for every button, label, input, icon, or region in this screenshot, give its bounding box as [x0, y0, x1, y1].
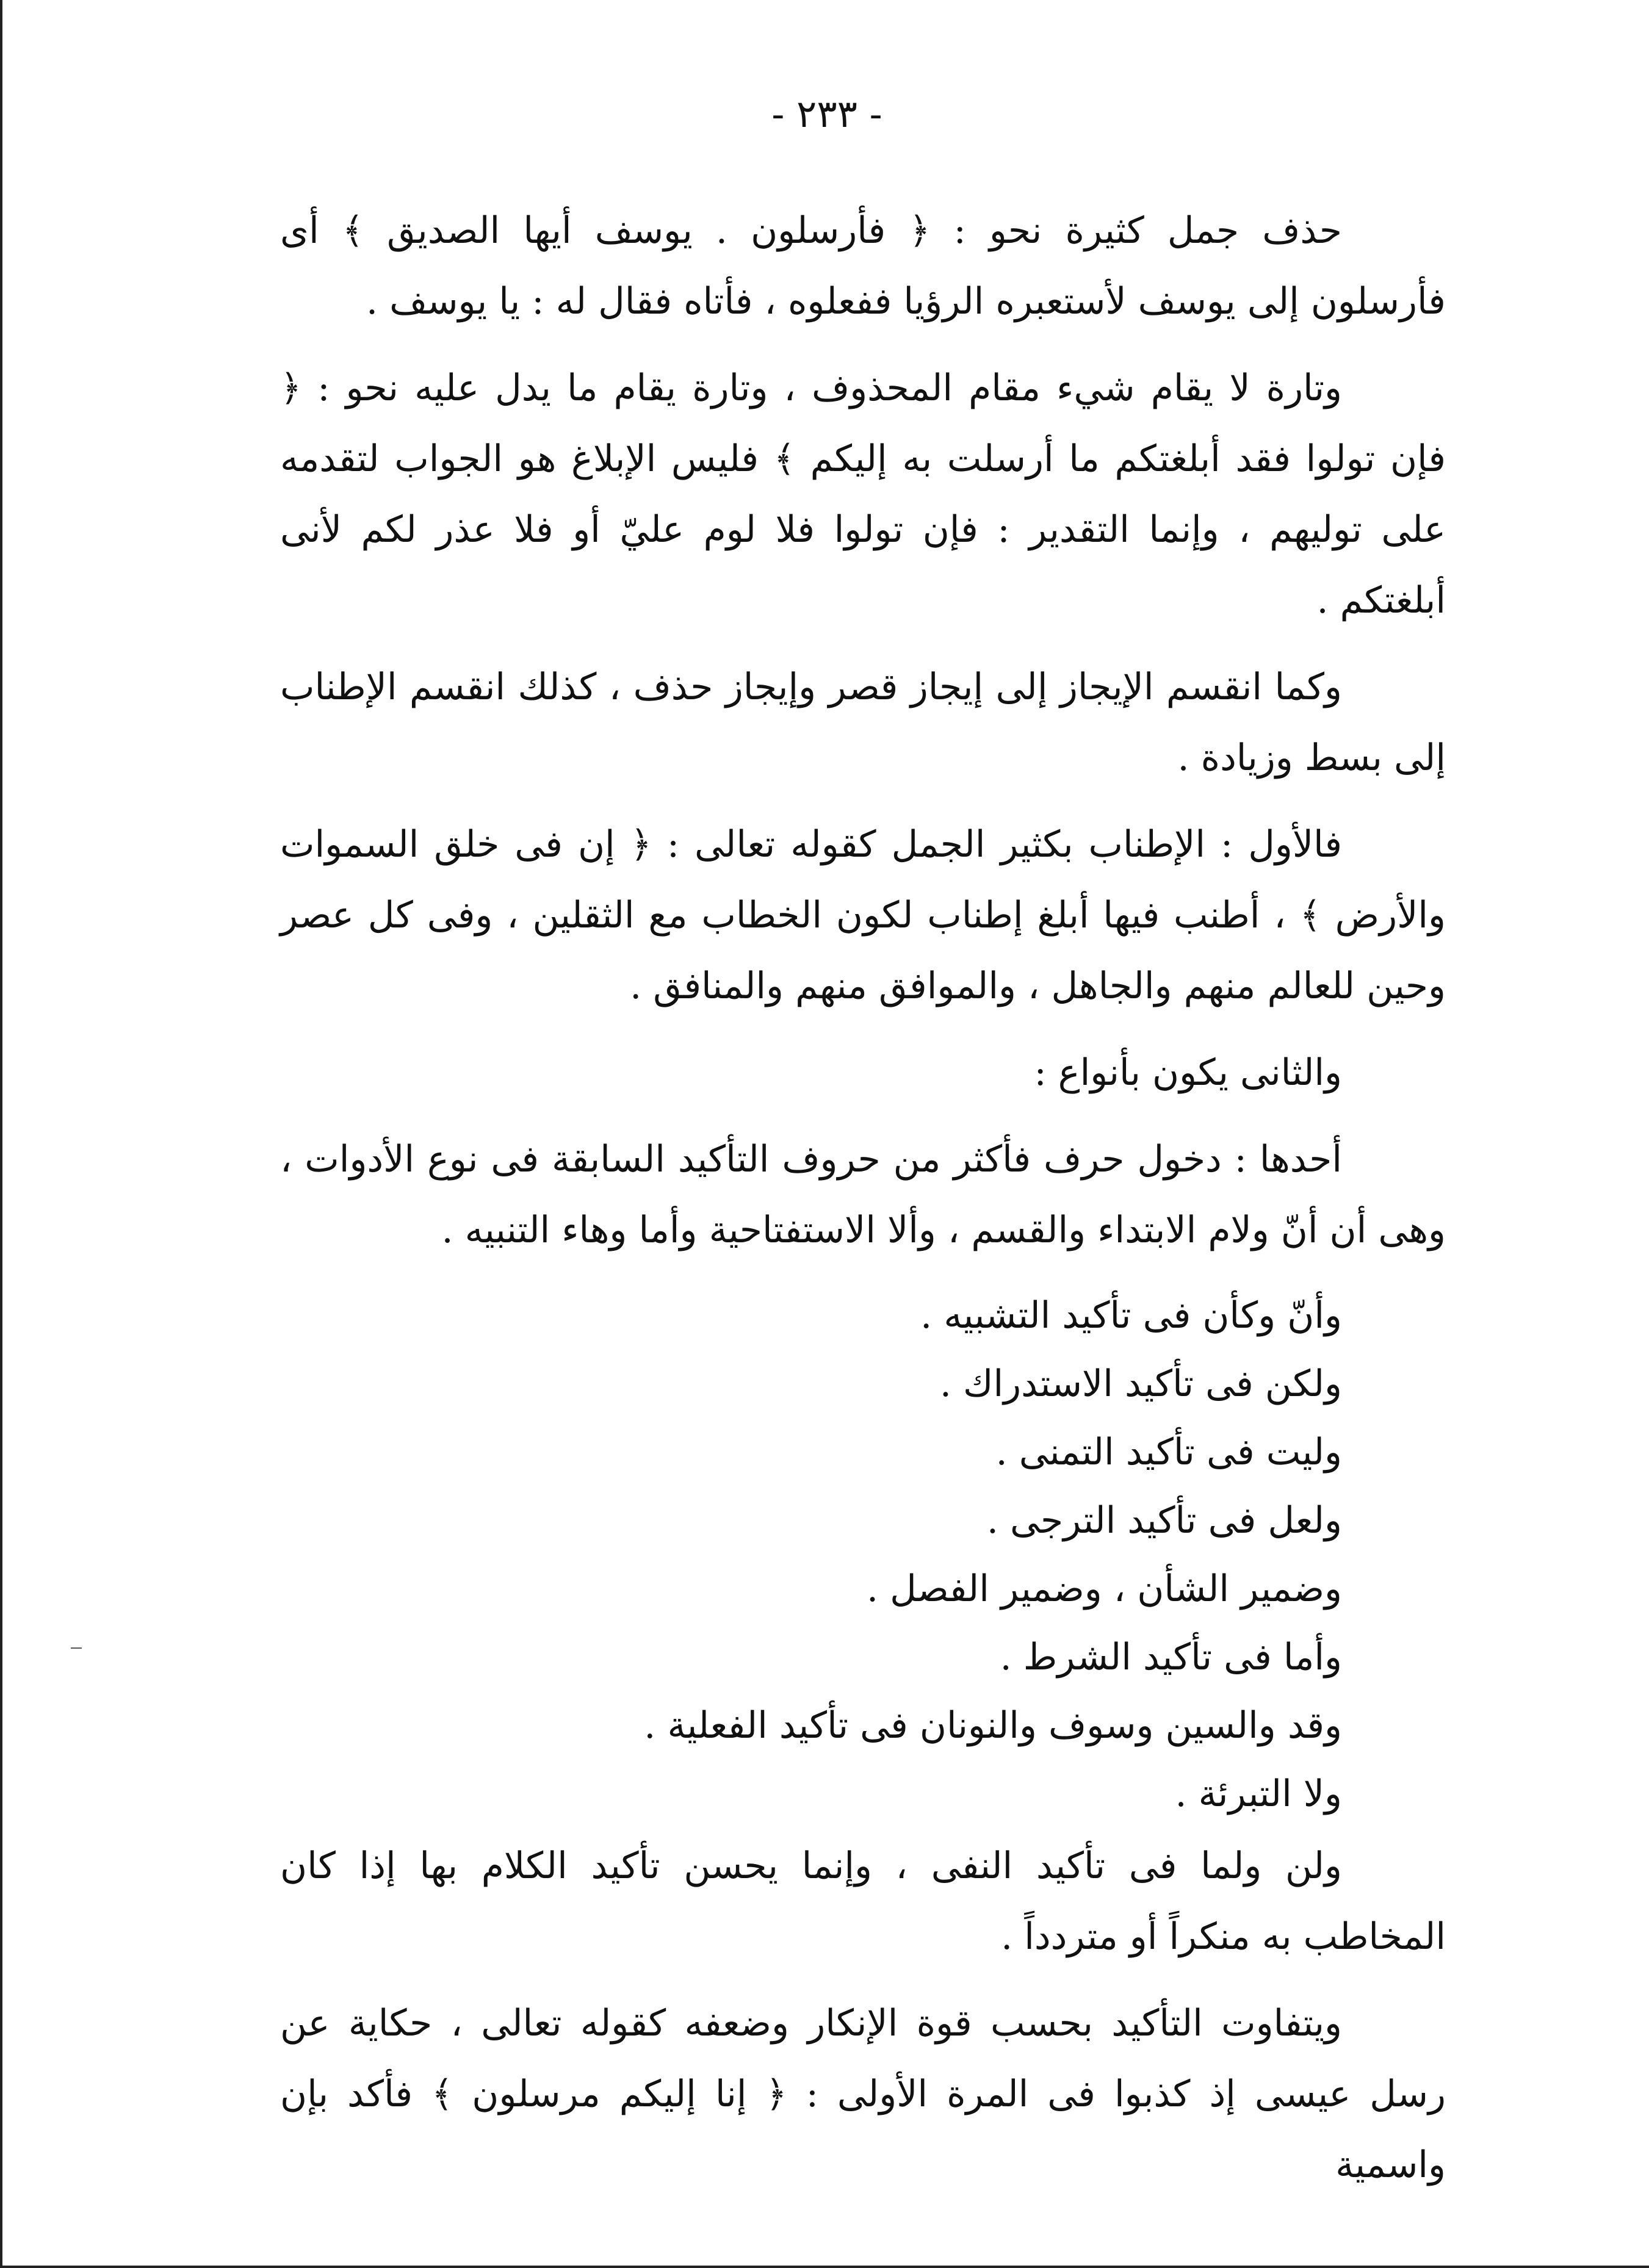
- list-item: وقد والسين وسوف والنونان فى تأكيد الفعلية .: [644, 1704, 1342, 1747]
- paragraph: ولن ولما فى تأكيد النفى ، وإنما يحسن تأكيد الكلام بها إذا كان المخاطب به منكراً أو متردداً .: [280, 1845, 1446, 1958]
- paragraph: وكما انقسم الإيجاز إلى إيجاز قصر وإيجاز حذف ، كذلك انقسم الإطناب إلى بسط وزيادة .: [280, 666, 1446, 779]
- paragraph: وتارة لا يقام شيء مقام المحذوف ، وتارة يقام ما يدل عليه نحو : ﴿ فإن تولوا فقد أبلغتكم ما أرسلت به إليكم ﴾ فليس الإبلاغ هو الجواب لتقدمه على توليهم ، وإنما التقدير : فإن تولوا فلا لوم عليّ أو فلا عذر لكم لأنى أبلغتكم .: [280, 367, 1446, 622]
- list-item: وليت فى تأكيد التمنى .: [995, 1431, 1342, 1474]
- paragraph: والثانى يكون بأنواع :: [1034, 1051, 1342, 1094]
- page-number: - ٢٣٣ -: [771, 92, 882, 136]
- emphasis-list: [280, 1281, 1446, 1828]
- list-item: وضمير الشأن ، وضمير الفصل .: [866, 1568, 1342, 1610]
- list-item: وأما فى تأكيد الشرط .: [1000, 1636, 1342, 1679]
- list-item: وأنّ وكأن فى تأكيد التشبيه .: [920, 1294, 1342, 1337]
- list-item: ولا التبرئة .: [1175, 1773, 1342, 1815]
- body-text: [280, 195, 1446, 2200]
- paragraph: ويتفاوت التأكيد بحسب قوة الإنكار وضعفه كقوله تعالى ، حكاية عن رسل عيسى إذ كذبوا فى المرة الأولى : ﴿ إنا إليكم مرسلون ﴾ فأكد بإن واسمية: [280, 2002, 1446, 2186]
- paragraph: فالأول : الإطناب بكثير الجمل كقوله تعالى : ﴿ إن فى خلق السموات والأرض ﴾ ، أطنب فيها أبلغ إطناب لكون الخطاب مع الثقلين ، وفى كل عصر وحين للعالم منهم والجاهل ، والموافق منهم والمنافق .: [280, 823, 1446, 1007]
- margin-mark: [71, 1647, 82, 1649]
- list-item: ولعل فى تأكيد الترجى .: [986, 1499, 1342, 1542]
- paragraph: حذف جمل كثيرة نحو : ﴿ فأرسلون . يوسف أيها الصديق ﴾ أى فأرسلون إلى يوسف لأستعبره الرؤيا ففعلوه ، فأتاه فقال له : يا يوسف .: [280, 209, 1446, 323]
- paragraph: أحدها : دخول حرف فأكثر من حروف التأكيد السابقة فى نوع الأدوات ، وهى أن أنّ ولام الابتداء والقسم ، وألا الاستفتاحية وأما وهاء التنبيه .: [280, 1138, 1446, 1251]
- list-item: ولكن فى تأكيد الاستدراك .: [939, 1363, 1342, 1405]
